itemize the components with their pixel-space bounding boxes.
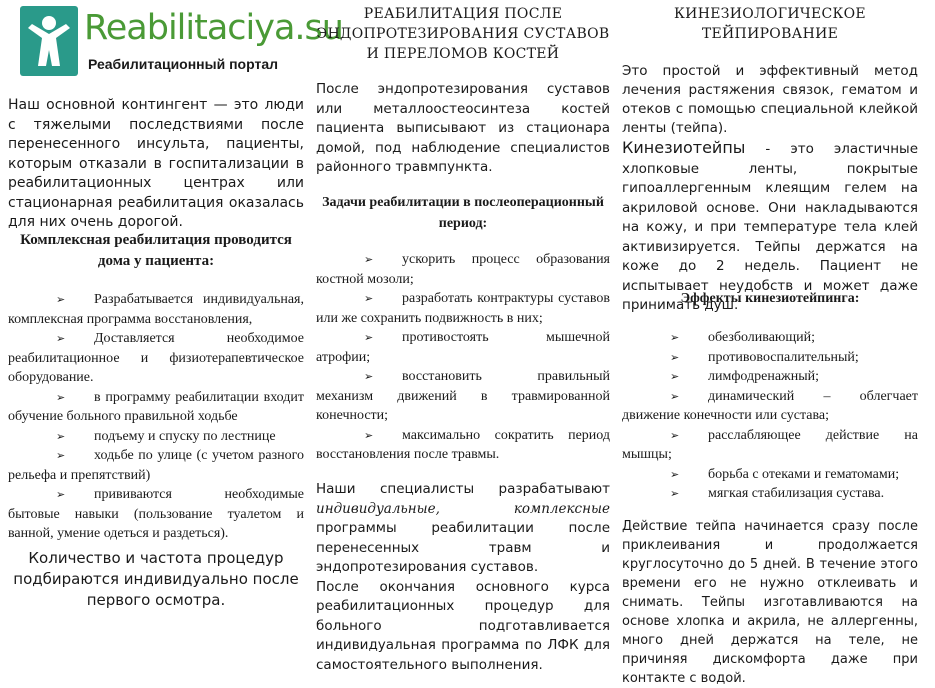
intro-paragraph: После эндопротезирования суставов или металлоостеосинтеза костей пациента выписывают из стационара домой, под наблюдение специалистов районного травмпункта.: [316, 81, 610, 175]
list-item: ➢ динамический – облегчает движение конечности или сустава;: [622, 388, 918, 423]
bullet-arrow-icon: ➢: [364, 428, 374, 442]
emphasis-text: индивидуальные, комплексные: [316, 500, 610, 517]
bullet-arrow-icon: ➢: [364, 292, 374, 305]
intro-paragraph: Наш основной контингент — это люди с тяжелыми последствиями после перенесенного инсульта, пациенты, которым отказали в госпитализации в реабилитационных центрах или стационарная реабилитация оказалась для них очень дорогой.: [8, 97, 304, 230]
bullet-arrow-icon: ➢: [670, 331, 680, 344]
bullet-arrow-icon: ➢: [364, 331, 374, 344]
column-left: [8, 0, 343, 642]
section-heading: Эффекты кинезиотейпинга:: [680, 291, 860, 306]
list-item: ➢ мягкая стабилизация сустава.: [622, 484, 918, 504]
bullet-arrow-icon: ➢: [364, 370, 374, 383]
list-item: ➢ восстановить правильный механизм движений в травмированной конечности;: [316, 369, 610, 423]
bullet-arrow-icon: ➢: [56, 390, 66, 404]
list: [8, 290, 304, 544]
bullet-arrow-icon: ➢: [670, 370, 680, 383]
list-item: ➢ ходьбе по улице (с учетом разного рельефа и препятствий): [8, 448, 304, 483]
bullet-arrow-icon: ➢: [670, 350, 680, 364]
intro-paragraph: Это простой и эффективный метод лечения растяжения связок, гематом и отеков с помощью специальной клейкой ленты (тейпа).: [622, 63, 918, 136]
bullet-arrow-icon: ➢: [56, 449, 66, 462]
closing-paragraph: Наши специалисты разрабатывают индивидуальные, комплексные программы реабилитации после перенесенных травм и эндопротезирования суставов. После окончания основного курса реабилитационных процедур для больного подготавливается индивидуальная программа по ЛФК для самостоятельного выполнения.: [316, 481, 610, 673]
list-item: ➢ расслабляющее действие на мышцы;: [622, 427, 918, 462]
logo-subtitle: Реабилитационный портал: [88, 56, 278, 72]
term: Кинезиотейпы: [622, 138, 746, 157]
list: [622, 328, 918, 504]
list-item: ➢ противостоять мышечной атрофии;: [316, 330, 610, 365]
closing-paragraph: Действие тейпа начинается сразу после приклеивания и продолжается круглосуточно до 5 дней. В течение этого времени его не нужно отклеивать и снимать. Тейпы изготавливаются на основе хлопка и акрила, не аллергенны, много дней держатся на теле, не причиняя дискомфорта даже при контакте с водой.: [622, 519, 918, 686]
list-item: ➢ лимфодренажный;: [622, 367, 918, 387]
section-heading: Задачи реабилитации в послеоперационный период:: [322, 195, 604, 231]
section-title: РЕАБИЛИТАЦИЯ ПОСЛЕ ЭНДОПРОТЕЗИРОВАНИЯ СУСТАВОВ И ПЕРЕЛОМОВ КОСТЕЙ: [316, 6, 610, 62]
list-item: ➢ борьба с отеками и гематомами;: [622, 465, 918, 485]
section-title: КИНЕЗИОЛОГИЧЕСКОЕ ТЕЙПИРОВАНИЕ: [674, 6, 866, 42]
list-item: ➢ максимально сократить период восстановления после травмы.: [316, 427, 610, 462]
list-item: ➢ подъему и спуску по лестнице: [8, 427, 304, 447]
bullet-arrow-icon: ➢: [670, 428, 680, 442]
person-star-icon: [20, 6, 78, 76]
closing-paragraph: Количество и частота процедур подбираются индивидуально после первого осмотра.: [13, 549, 299, 609]
definition-paragraph: Кинезиотейпы - это эластичные хлопковые ленты, покрытые гипоаллергенным клеящим гелем на акриловой основе. Они накладываются на кожу, и при температуре тела клей активизируется. Тейпы держатся на коже до 2 недель. Пациент не испытывает неудобств и может даже принимать душ.: [622, 138, 918, 313]
closing-paragraph-2: После окончания основного курса реабилитационных процедур для больного подготавливается индивидуальная программа по ЛФК для самостоятельного выполнения.: [316, 578, 610, 673]
list-item: ➢ разработать контрактуры суставов или же сохранить подвижность в них;: [316, 291, 610, 326]
bullet-arrow-icon: ➢: [670, 487, 680, 500]
bullet-arrow-icon: ➢: [56, 293, 66, 306]
list-item: ➢ в программу реабилитации входит обучение больного правильной ходьбе: [8, 389, 304, 424]
bullet-arrow-icon: ➢: [56, 488, 66, 501]
list-item: ➢ ускорить процесс образования костной мозоли;: [316, 252, 610, 287]
list-item: ➢ Доставляется необходимое реабилитационное и физиотерапевтическое оборудование.: [8, 331, 304, 385]
list-item: ➢ обезболивающий;: [622, 328, 918, 348]
bullet-arrow-icon: ➢: [56, 429, 66, 443]
logo-icon: [20, 6, 78, 76]
list: [316, 250, 610, 465]
list-item: ➢ противовоспалительный;: [622, 348, 918, 368]
list-item: ➢ прививаются необходимые бытовые навыки (пользование туалетом и ванной, умение одеться и раздеться).: [8, 487, 304, 541]
logo-title[interactable]: Reabilitaciya.su: [84, 8, 343, 48]
bullet-arrow-icon: ➢: [670, 389, 680, 403]
list-item: ➢ Разрабатывается индивидуальная, комплексная программа восстановления,: [8, 292, 304, 327]
column-middle: [316, 0, 610, 673]
column-right: [622, 0, 918, 686]
section-heading: Комплексная реабилитация проводится дома у пациента:: [20, 232, 292, 269]
bullet-arrow-icon: ➢: [670, 467, 680, 481]
bullet-arrow-icon: ➢: [364, 253, 374, 266]
bullet-arrow-icon: ➢: [56, 332, 66, 345]
